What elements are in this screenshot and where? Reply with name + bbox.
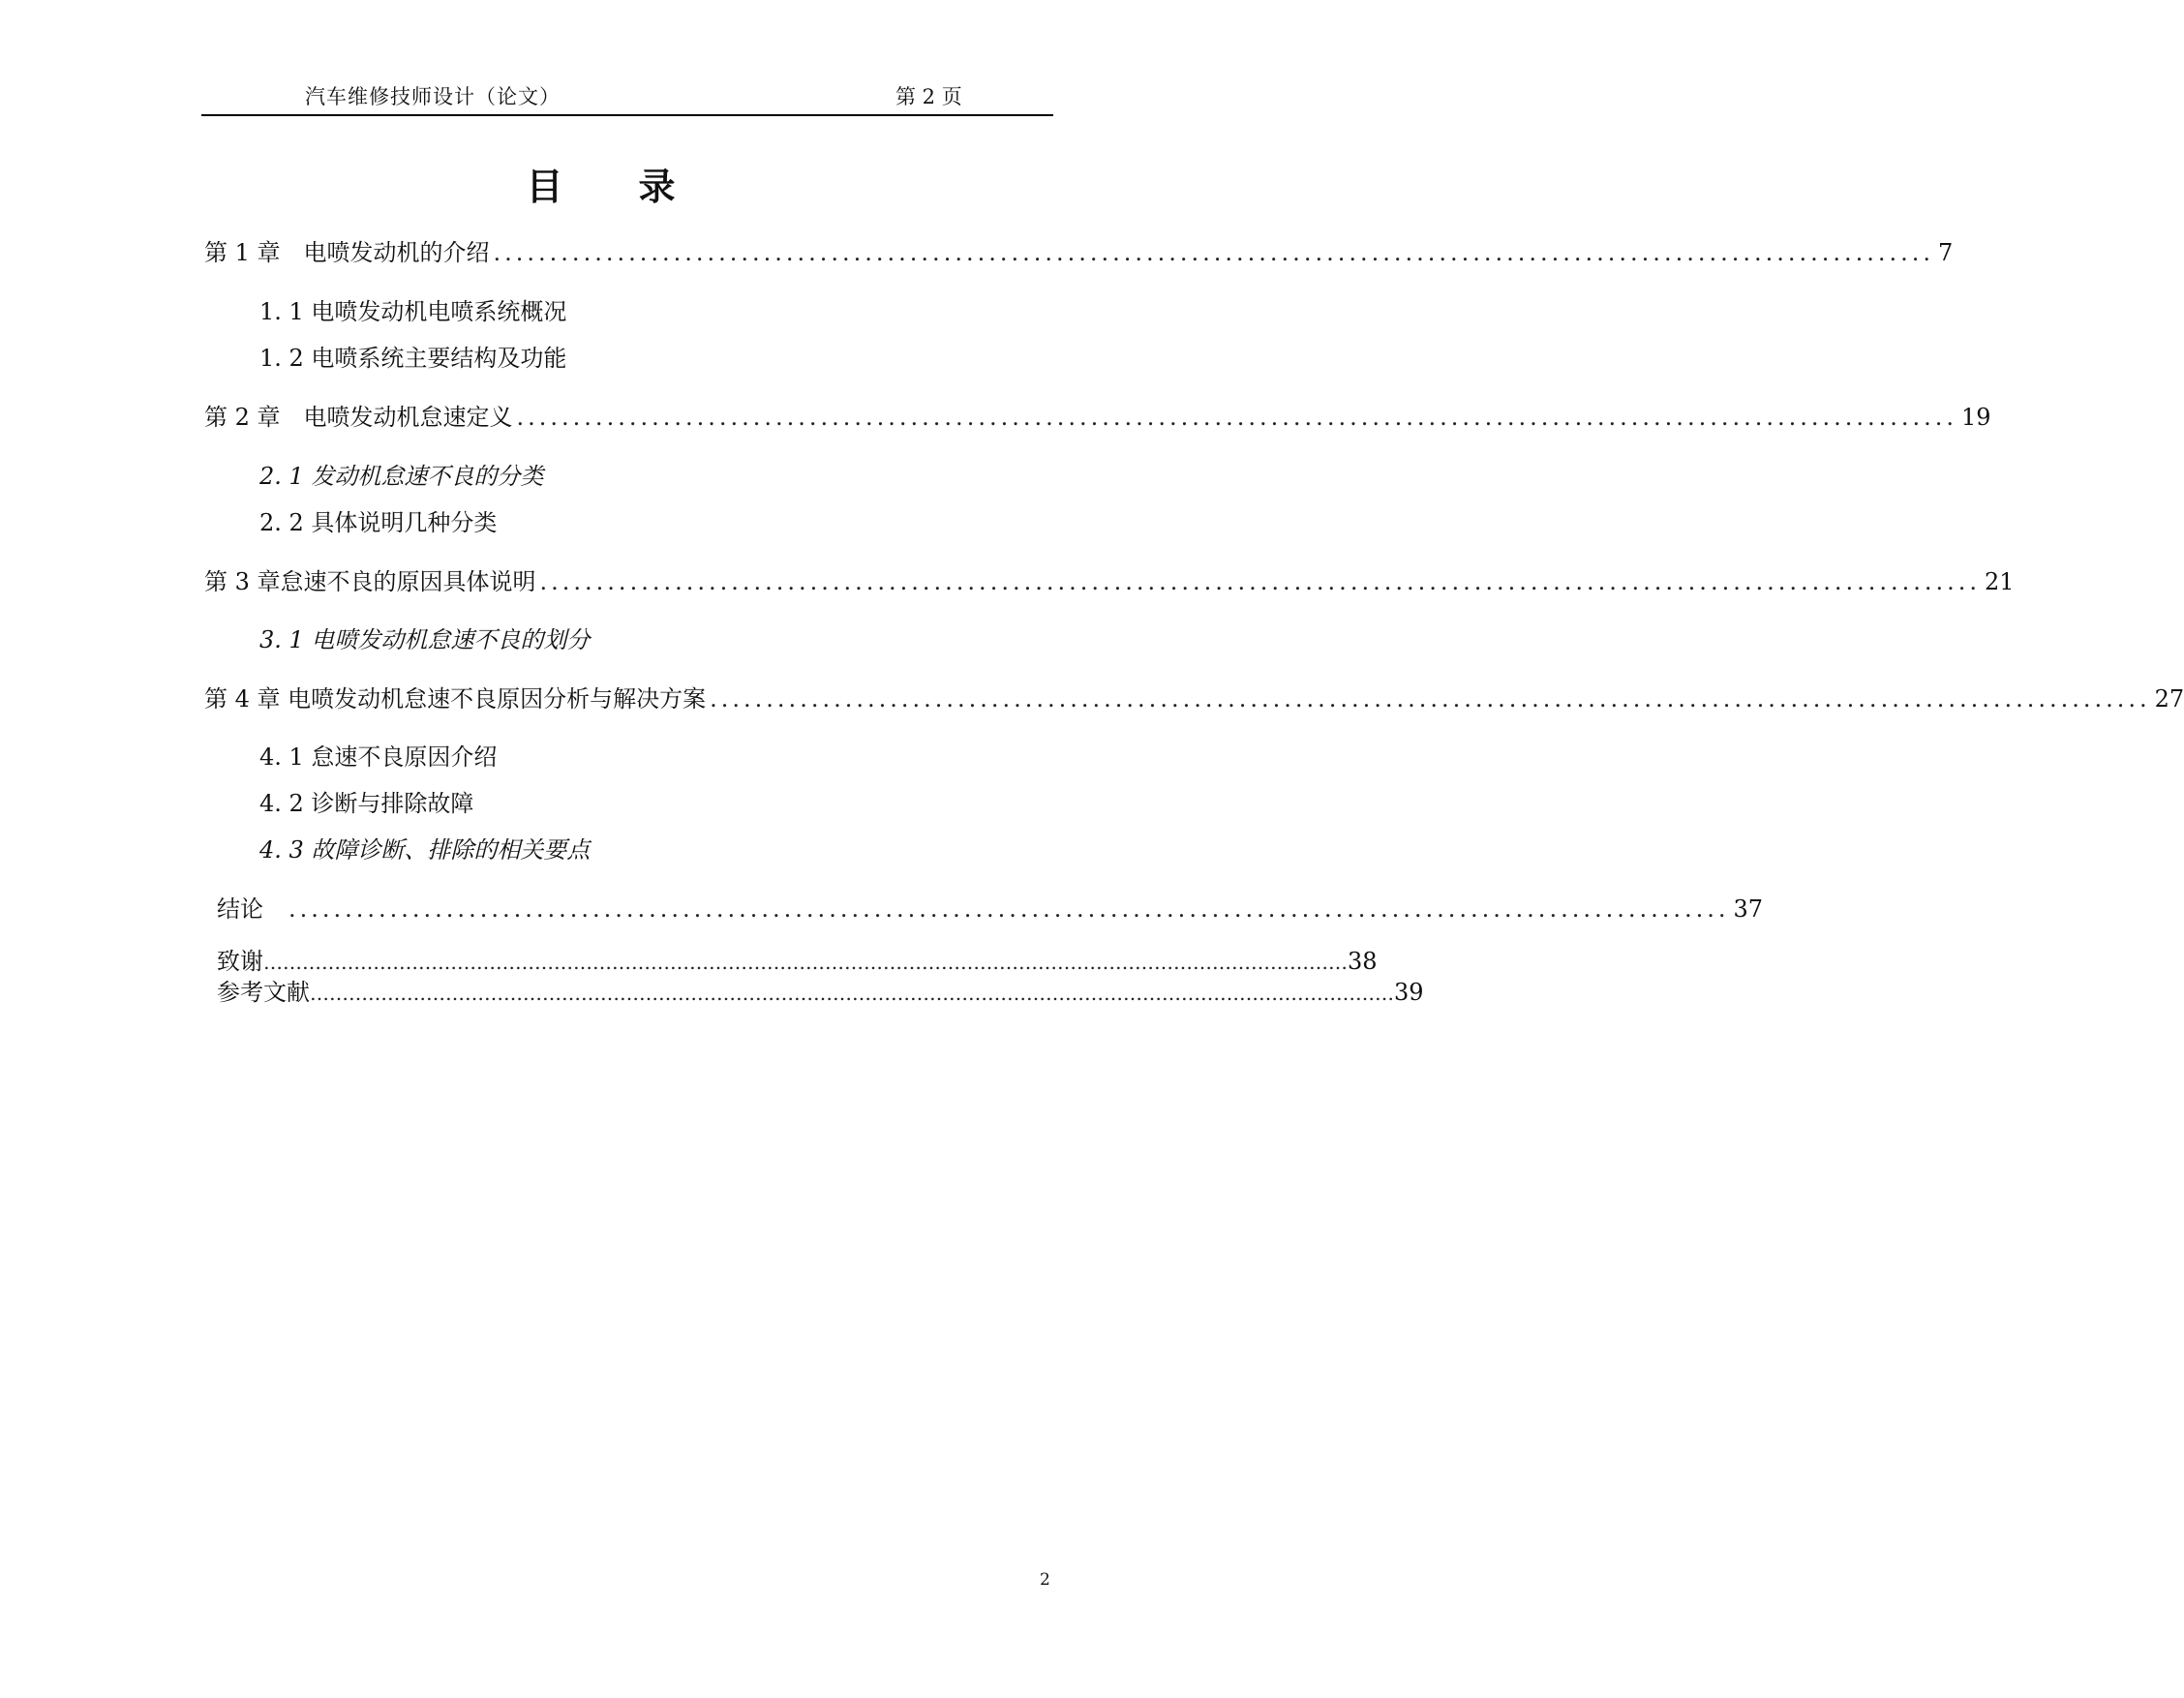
toc-chapter-label: 第 1 章 电喷发动机的介绍 — [204, 239, 490, 266]
toc-page-number: 21 — [1985, 568, 2015, 595]
toc-section-4-2[interactable]: 4. 2 诊断与排除故障 — [259, 790, 474, 817]
toc-heading-right: 录 — [638, 165, 676, 208]
header-title: 汽车维修技师设计（论文） — [305, 85, 561, 108]
toc-thanks[interactable] — [217, 942, 1378, 976]
toc-chapter-label: 第 3 章怠速不良的原因具体说明 — [204, 568, 536, 595]
toc-references[interactable] — [217, 973, 1424, 1007]
toc-leader-dots: ................................................................................................................................ — [710, 685, 2151, 713]
toc-section-4-1[interactable]: 4. 1 怠速不良原因介绍 — [259, 743, 498, 771]
toc-page-number: 19 — [1961, 404, 1991, 431]
toc-chapter-1[interactable] — [204, 233, 1954, 267]
toc-section-1-2[interactable]: 1. 2 电喷系统主要结构及功能 — [259, 345, 567, 372]
toc-section-2-2[interactable]: 2. 2 具体说明几种分类 — [259, 509, 498, 536]
toc-page-number: 38 — [1348, 948, 1378, 975]
toc-section-4-3[interactable]: 4. 3 故障诊断、排除的相关要点 — [259, 836, 591, 864]
toc-chapter-2[interactable] — [204, 398, 1991, 432]
toc-leader-dots: ................................................................................................................................ — [288, 895, 1730, 923]
toc-chapter-label: 第 2 章 电喷发动机怠速定义 — [204, 404, 513, 431]
page-header — [201, 81, 1053, 116]
toc-page-number: 37 — [1733, 895, 1764, 923]
toc-leader-dots: ................................................................................................................................ — [539, 568, 1982, 595]
toc-section-1-1[interactable]: 1. 1 电喷发动机电喷系统概况 — [259, 298, 567, 325]
toc-page-number: 39 — [1394, 979, 1424, 1006]
toc-chapter-label: 第 4 章 电喷发动机怠速不良原因分析与解决方案 — [204, 685, 707, 713]
footer-page-number: 2 — [1040, 1570, 1050, 1590]
toc-page-number: 27 — [2154, 685, 2184, 713]
toc-leader-dots: ................................................................................................................................ — [493, 239, 1935, 266]
toc-thanks-label: 致谢 — [217, 948, 263, 975]
toc-leader-dots: …………………………………………………………………………………………………………………………………………………… — [263, 951, 1348, 974]
toc-section-2-1[interactable]: 2. 1 发动机怠速不良的分类 — [259, 463, 544, 490]
toc-page-number: 7 — [1938, 239, 1954, 266]
toc-conclusion[interactable] — [217, 890, 1764, 924]
toc-chapter-4[interactable] — [204, 680, 2184, 713]
toc-heading-left: 目 — [526, 165, 563, 208]
header-page-number: 第 2 页 — [895, 85, 962, 108]
toc-leader-dots: …………………………………………………………………………………………………………………………………………………… — [310, 982, 1394, 1005]
toc-section-3-1[interactable]: 3. 1 电喷发动机怠速不良的划分 — [259, 626, 591, 653]
toc-leader-dots: ................................................................................................................................ — [516, 404, 1958, 431]
toc-chapter-3[interactable] — [204, 562, 2015, 596]
toc-conclusion-label: 结论 — [217, 895, 263, 923]
toc-references-label: 参考文献 — [217, 979, 310, 1006]
toc-heading — [0, 157, 1201, 210]
